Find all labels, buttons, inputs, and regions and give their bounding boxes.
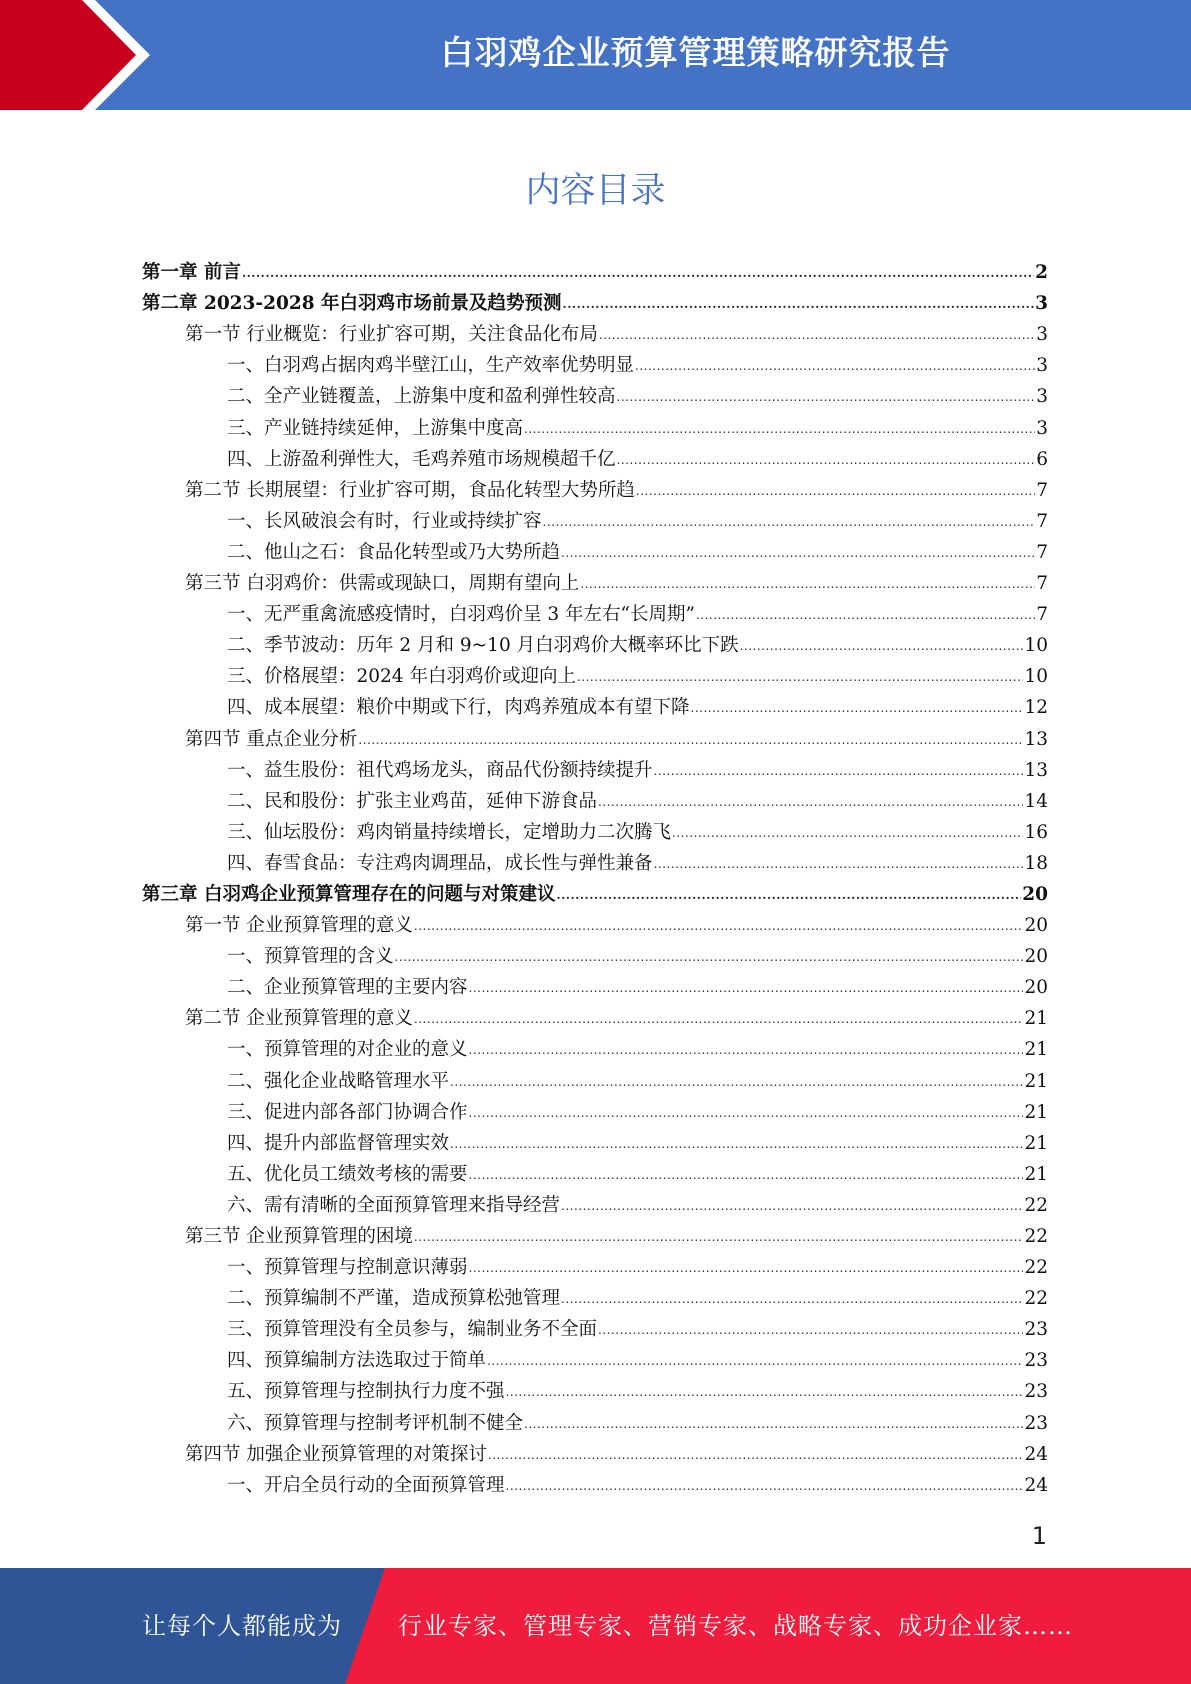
toc-page-number: 3 [1036,417,1048,439]
toc-entry-text: 二、企业预算管理的主要内容 [227,977,468,999]
toc-subsection-entry[interactable] [142,346,1048,377]
toc-subsection-entry[interactable] [142,440,1048,471]
toc-subsection-entry[interactable] [142,1093,1048,1124]
toc-subsection-entry[interactable] [142,1372,1048,1403]
toc-subsection-entry[interactable] [142,968,1048,999]
toc-leader-dots [469,1164,1024,1186]
toc-subsection-entry[interactable] [142,751,1048,782]
toc-page-number: 12 [1024,697,1048,719]
toc-leader-dots [617,386,1036,408]
toc-page-number: 21 [1024,1039,1048,1061]
toc-page-number: 20 [1024,977,1048,999]
toc-page-number: 23 [1024,1412,1048,1434]
toc-section-entry[interactable] [142,1435,1048,1466]
toc-leader-dots [450,1071,1023,1093]
toc-page-number: 24 [1024,1474,1048,1496]
toc-page-number: 21 [1024,1163,1048,1185]
toc-page-number: 23 [1024,1319,1048,1341]
toc-page-number: 7 [1036,479,1048,501]
toc-entry-text: 一、开启全员行动的全面预算管理 [227,1474,505,1496]
toc-page-number: 3 [1035,293,1048,315]
toc-entry-text: 四、成本展望：粮价中期或下行，肉鸡养殖成本有望下降 [227,697,690,719]
toc-page-number: 7 [1036,604,1048,626]
toc-entry-text: 二、强化企业战略管理水平 [227,1070,450,1092]
toc-leader-dots [487,1350,1023,1372]
toc-subsection-entry[interactable] [142,1248,1048,1279]
toc-entry-text: 一、白羽鸡占据肉鸡半壁江山，生产效率优势明显 [227,355,635,377]
toc-page-number: 3 [1036,355,1048,377]
toc-entry-text: 第四节 重点企业分析 [185,728,358,750]
toc-leader-dots [524,418,1035,440]
toc-page-number: 13 [1024,728,1048,750]
toc-subsection-entry[interactable] [142,1030,1048,1061]
toc-entry-text: 四、上游盈利弹性大，毛鸡养殖市场规模超千亿 [227,448,616,470]
toc-page-number: 23 [1024,1381,1048,1403]
toc-leader-dots [469,1102,1024,1124]
toc-subsection-entry[interactable] [142,937,1048,968]
toc-entry-text: 一、益生股份：祖代鸡场龙头，商品代份额持续提升 [227,759,653,781]
toc-leader-dots [696,604,1035,626]
toc-page-number: 18 [1024,852,1048,874]
toc-entry-text: 第二节 企业预算管理的意义 [185,1008,413,1030]
toc-entry-text: 四、预算编制方法选取过于简单 [227,1350,487,1372]
toc-page-number: 21 [1024,1070,1048,1092]
toc-entry-text: 一、无严重禽流感疫情时，白羽鸡价呈 3 年左右“长周期” [227,604,695,626]
toc-page-number: 21 [1024,1132,1048,1154]
toc-page-number: 13 [1024,759,1048,781]
toc-section-entry[interactable] [142,719,1048,750]
footer-banner [0,1568,1191,1684]
toc-leader-dots [563,293,1035,315]
toc-leader-dots [561,1195,1023,1217]
toc-entry-text: 一、长风破浪会有时，行业或持续扩容 [227,510,542,532]
toc-subsection-entry[interactable] [142,533,1048,564]
toc-entry-text: 二、他山之石：食品化转型或乃大势所趋 [227,541,561,563]
toc-leader-dots [598,791,1023,813]
toc-leader-dots [672,822,1023,844]
toc-entry-text: 六、预算管理与控制考评机制不健全 [227,1412,524,1434]
toc-entry-text: 二、预算编制不严谨，造成预算松弛管理 [227,1288,561,1310]
toc-page-number: 3 [1036,386,1048,408]
toc-leader-dots [469,977,1024,999]
toc-leader-dots [506,1475,1024,1497]
toc-subsection-entry[interactable] [142,1061,1048,1092]
toc-leader-dots [561,1288,1023,1310]
toc-subsection-entry[interactable] [142,1124,1048,1155]
toc-leader-dots [580,573,1035,595]
toc-subsection-entry[interactable] [142,657,1048,688]
toc-page-number: 14 [1024,790,1048,812]
toc-entry-text: 三、仙坛股份：鸡肉销量持续增长，定增助力二次腾飞 [227,821,672,843]
report-title: 白羽鸡企业预算管理策略研究报告 [440,33,951,72]
toc-entry-text: 第三节 白羽鸡价：供需或现缺口，周期有望向上 [185,573,580,595]
toc-entry-text: 第二节 长期展望：行业扩容可期，食品化转型大势所趋 [185,479,635,501]
toc-page-number: 22 [1024,1257,1048,1279]
toc-leader-dots [242,262,1034,284]
toc-subsection-entry[interactable] [142,1186,1048,1217]
toc-section-entry[interactable] [142,564,1048,595]
toc-leader-dots [654,853,1024,875]
toc-leader-dots [524,1413,1023,1435]
toc-leader-dots [617,449,1036,471]
toc-page-number: 22 [1024,1194,1048,1216]
toc-leader-dots [395,946,1024,968]
toc-subsection-entry[interactable] [142,408,1048,439]
toc-subsection-entry[interactable] [142,595,1048,626]
toc-subsection-entry[interactable] [142,1310,1048,1341]
toc-section-entry[interactable] [142,999,1048,1030]
toc-leader-dots [740,635,1024,657]
toc-leader-dots [598,1319,1023,1341]
toc-page-number: 20 [1024,946,1048,968]
toc-leader-dots [636,480,1035,502]
toc-entry-text: 一、预算管理的对企业的意义 [227,1039,468,1061]
toc-chapter-entry[interactable] [142,253,1048,284]
toc-leader-dots [577,666,1023,688]
toc-page-number: 2 [1035,262,1048,284]
toc-leader-dots [414,1226,1024,1248]
toc-subsection-entry[interactable] [142,782,1048,813]
toc-entry-text: 二、全产业链覆盖，上游集中度和盈利弹性较高 [227,386,616,408]
toc-chapter-entry[interactable] [142,875,1048,906]
toc-section-entry[interactable] [142,471,1048,502]
toc-page-number: 20 [1022,883,1048,905]
toc-page-number: 23 [1024,1350,1048,1372]
header-banner [0,0,1191,110]
toc-leader-dots [599,324,1035,346]
toc-entry-text: 一、预算管理与控制意识薄弱 [227,1257,468,1279]
toc-subsection-entry[interactable] [142,813,1048,844]
toc-entry-text: 第三章 白羽鸡企业预算管理存在的问题与对策建议 [142,883,556,905]
toc-leader-dots [654,760,1024,782]
page-number: 1 [1031,1522,1047,1550]
toc-entry-text: 三、价格展望：2024 年白羽鸡价或迎向上 [227,666,576,688]
toc-subsection-entry[interactable] [142,1341,1048,1372]
toc-entry-text: 二、季节波动：历年 2 月和 9~10 月白羽鸡价大概率环比下跌 [227,635,739,657]
toc-entry-text: 第一节 行业概览：行业扩容可期，关注食品化布局 [185,324,598,346]
toc-subsection-entry[interactable] [142,377,1048,408]
toc-page-number: 20 [1024,915,1048,937]
table-of-contents [142,253,1048,1497]
toc-leader-dots [358,729,1023,751]
toc-leader-dots [556,884,1021,906]
toc-entry-text: 六、需有清晰的全面预算管理来指导经营 [227,1194,561,1216]
footer-slogan-right: 行业专家、管理专家、营销专家、战略专家、成功企业家…… [398,1612,1073,1640]
toc-entry-text: 第一章 前言 [142,262,241,284]
toc-subsection-entry[interactable] [142,502,1048,533]
toc-leader-dots [635,355,1035,377]
toc-leader-dots [450,1133,1023,1155]
toc-subsection-entry[interactable] [142,1403,1048,1434]
toc-subsection-entry[interactable] [142,626,1048,657]
toc-page-number: 6 [1036,448,1048,470]
toc-entry-text: 四、提升内部监督管理实效 [227,1132,450,1154]
toc-page-number: 21 [1024,1101,1048,1123]
toc-subsection-entry[interactable] [142,1279,1048,1310]
toc-page-number: 22 [1024,1288,1048,1310]
toc-leader-dots [543,511,1036,533]
toc-page-number: 10 [1024,666,1048,688]
toc-leader-dots [691,697,1024,719]
toc-title: 内容目录 [525,171,666,211]
toc-page-number: 24 [1024,1443,1048,1465]
toc-entry-text: 五、优化员工绩效考核的需要 [227,1163,468,1185]
toc-entry-text: 五、预算管理与控制执行力度不强 [227,1381,505,1403]
toc-page-number: 21 [1024,1008,1048,1030]
toc-entry-text: 三、产业链持续延伸，上游集中度高 [227,417,524,439]
toc-page-number: 7 [1036,510,1048,532]
toc-entry-text: 二、民和股份：扩张主业鸡苗，延伸下游食品 [227,790,598,812]
toc-entry-text: 第一节 企业预算管理的意义 [185,915,413,937]
toc-chapter-entry[interactable] [142,284,1048,315]
toc-entry-text: 四、春雪食品：专注鸡肉调理品，成长性与弹性兼备 [227,852,653,874]
toc-leader-dots [469,1039,1024,1061]
toc-leader-dots [414,915,1024,937]
toc-leader-dots [561,542,1035,564]
toc-subsection-entry[interactable] [142,688,1048,719]
toc-subsection-entry[interactable] [142,844,1048,875]
toc-section-entry[interactable] [142,906,1048,937]
toc-section-entry[interactable] [142,315,1048,346]
toc-page-number: 22 [1024,1226,1048,1247]
toc-entry-text: 第四节 加强企业预算管理的对策探讨 [185,1443,487,1465]
toc-subsection-entry[interactable] [142,1466,1048,1497]
toc-entry-text: 三、促进内部各部门协调合作 [227,1101,468,1123]
toc-entry-text: 一、预算管理的含义 [227,946,394,968]
toc-leader-dots [414,1008,1024,1030]
toc-page-number: 7 [1036,573,1048,595]
footer-slogan-left: 让每个人都能成为 [142,1612,342,1640]
toc-leader-dots [469,1257,1024,1279]
toc-page-number: 7 [1036,541,1048,563]
toc-page-number: 3 [1036,324,1048,346]
toc-leader-dots [506,1381,1024,1403]
toc-entry-text: 第三节 企业预算管理的困境 [185,1226,413,1247]
toc-page-number: 10 [1024,635,1048,657]
toc-entry-text: 第二章 2023-2028 年白羽鸡市场前景及趋势预测 [142,293,562,315]
toc-leader-dots [488,1444,1024,1466]
toc-subsection-entry[interactable] [142,1155,1048,1186]
toc-section-entry[interactable] [142,1217,1048,1248]
toc-entry-text: 三、预算管理没有全员参与，编制业务不全面 [227,1319,598,1341]
toc-page-number: 16 [1024,821,1048,843]
